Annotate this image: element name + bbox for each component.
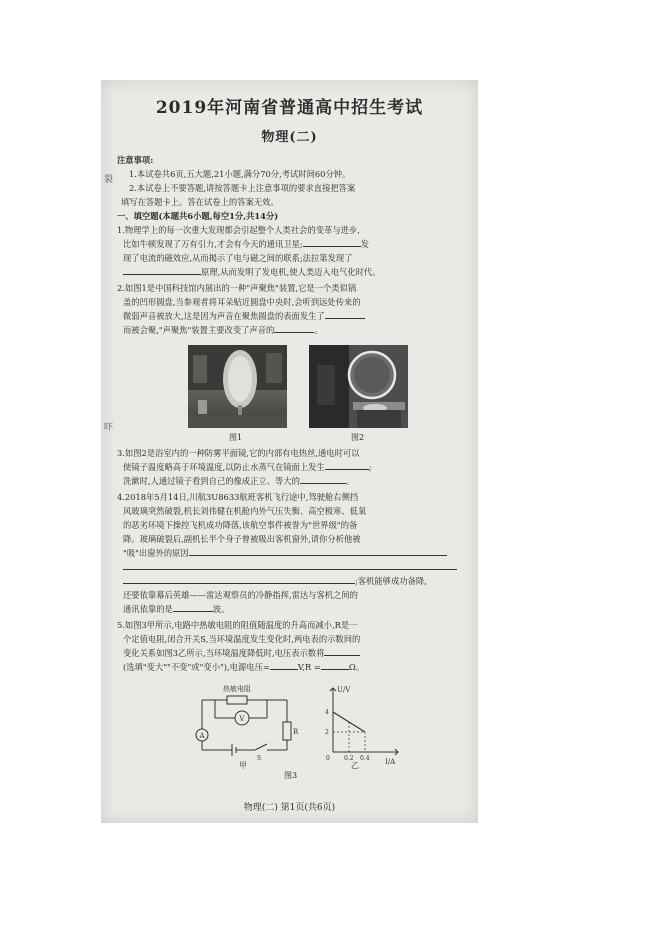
- resistor-symbol: [283, 722, 291, 740]
- figure-1-photo: [188, 345, 287, 428]
- q5-line-4: [123, 660, 364, 674]
- q3-line-3-end: 。: [345, 476, 355, 486]
- x-tick-label: 0.2: [344, 755, 354, 762]
- q3-line-3-text: 洗漱时,人通过镜子看到自己的像成正立、等大的: [123, 476, 300, 486]
- y-axis-label: U/V: [337, 686, 351, 694]
- q1-line-2-text: 比如牛顿发现了万有引力,才会有今天的通讯卫星;: [123, 239, 303, 249]
- figure-2-photo: [309, 345, 408, 428]
- q4-line-5-text: "吸"出窗外的原因: [123, 548, 189, 558]
- q4-line-3: 的恶劣环境下操控飞机成功降落,该航空事件被誉为"世界级"的备: [123, 520, 358, 530]
- q5-line-4-unit-ohm: Ω。: [348, 662, 365, 672]
- q5-line-3-text: 变化关系如图3乙所示,当环境温度降低时,电压表示数将: [123, 648, 325, 658]
- circuit-caption: 甲: [239, 761, 247, 770]
- q3-line-1: 3.如图2是浴室内的一种防雾平面镜,它的内部有电热丝,通电时可以: [117, 448, 360, 458]
- y-tick-label: 4: [325, 709, 329, 716]
- circuit-diagram: [187, 680, 297, 770]
- q4-line-9: [123, 602, 229, 616]
- q5-line-2: 个定值电阻,闭合开关S,当环境温度发生变化时,两电表的示数间的: [123, 634, 361, 644]
- q4-blank-4[interactable]: [173, 602, 213, 612]
- exam-title: 2019年河南省普通高中招生考试: [155, 98, 424, 118]
- exam-page: [101, 80, 478, 823]
- page-edge-marks: 裂 吓: [104, 175, 114, 433]
- q4-line-2: 风玻璃突然破裂,机长刘伟健在机舱内外气压失衡、高空极寒、低氧: [123, 506, 367, 516]
- figure-3-caption: 图3: [284, 771, 298, 780]
- q2-line-1: 2.如图1是中国科技馆内展出的一种"声聚焦"装置,它是一个类似锅: [117, 283, 357, 293]
- q4-blank-3[interactable]: [123, 574, 355, 584]
- u-i-graph: [313, 682, 403, 770]
- exam-subtitle: 物理(二): [261, 130, 318, 145]
- notice-line-1: 1.本试卷共6页,五大题,21小题,满分70分,考试时间60分钟。: [129, 169, 351, 179]
- q4-line-8: 还要依靠幕后英雄——雷达观察员的冷静指挥,雷达与客机之间的: [123, 590, 358, 600]
- q5-blank-2[interactable]: [270, 660, 298, 670]
- figure-2-caption: 图2: [351, 433, 365, 442]
- q2-line-4: [123, 323, 323, 337]
- q4-blank-1[interactable]: [189, 546, 447, 556]
- q1-line-3: 现了电流的磁效应,从而揭示了电与磁之间的联系;法拉第发现了: [123, 253, 353, 263]
- q5-blank-3[interactable]: [321, 660, 349, 670]
- q1-blank-2[interactable]: [123, 265, 201, 275]
- q2-blank-1[interactable]: [325, 309, 365, 319]
- q4-line-5: [123, 546, 447, 560]
- q3-blank-1[interactable]: [325, 460, 369, 470]
- q3-line-2-end: ;: [368, 462, 372, 472]
- q5-line-4-text: (选填"变大""不变"或"变小"),电源电压=: [123, 662, 270, 672]
- q4-line-6: [123, 560, 457, 574]
- q1-line-4: [123, 265, 381, 279]
- y-tick-label: 2: [325, 729, 329, 736]
- graph-caption: 乙: [351, 761, 359, 770]
- q4-line-9-text: 通讯依靠的是: [123, 604, 173, 614]
- resistor-label: R: [293, 728, 299, 736]
- ammeter-label: A: [199, 732, 205, 740]
- page-footer: 物理(二) 第1页(共6页): [243, 803, 336, 813]
- notice-line-3: 填写在答题卡上。答在试卷上的答案无效。: [121, 197, 279, 207]
- figure-1-caption: 图1: [229, 433, 243, 442]
- q4-line-7: [123, 574, 427, 588]
- q3-line-2-text: 使镜子温度略高于环境温度,以防止水蒸气在镜面上发生: [123, 462, 325, 472]
- q4-line-7-text: ;客机能够成功备降,: [355, 576, 427, 586]
- q2-line-3-text: 微弱声音被放大,这是因为声音在聚焦圆盘的表面发生了: [123, 311, 325, 321]
- q5-line-4-unit-v: V,R =: [297, 662, 321, 672]
- notice-heading: 注意事项:: [117, 155, 154, 165]
- q2-line-4-text: 而被会聚,"声聚焦"装置主要改变了声音的: [123, 325, 275, 335]
- q2-line-3: [123, 309, 365, 323]
- x-axis-label: I/A: [385, 758, 396, 766]
- q2-line-2: 盖的凹形圆盘,当参观者将耳朵贴近圆盘中央时,会听到远处传来的: [123, 297, 361, 307]
- q1-line-1: 1.物理学上的每一次重大发现都会引起整个人类社会的变革与进步,: [117, 225, 360, 235]
- q5-line-1: 5.如图3甲所示,电路中热敏电阻的阻值随温度的升高而减小,R是一: [117, 620, 358, 630]
- q4-line-1: 4.2018年5月14日,川航3U8633航班客机飞行途中,驾驶舱右侧挡: [117, 492, 359, 502]
- q5-blank-1[interactable]: [324, 646, 360, 656]
- x-tick-label: 0: [326, 755, 330, 762]
- q1-line-2: [123, 237, 369, 251]
- q4-line-9-end: 波。: [212, 604, 230, 614]
- q5-line-3: [123, 646, 360, 660]
- q4-line-4: 降。玻璃破裂后,副机长半个身子曾被吸出客机窗外,请你分析他被: [123, 534, 361, 544]
- q3-line-2: [123, 460, 372, 474]
- thermistor-symbol: [227, 696, 247, 704]
- thermistor-label: 热敏电阻: [223, 685, 251, 693]
- x-tick-label: 0.4: [360, 755, 370, 762]
- voltmeter-label: V: [239, 715, 245, 723]
- section-heading: 一、填空题(本题共6小题,每空1分,共14分): [117, 211, 279, 221]
- q4-blank-2[interactable]: [123, 560, 457, 570]
- q1-line-4-text: 原理,从而发明了发电机,使人类迈入电气化时代。: [201, 267, 381, 277]
- q3-line-3: [123, 474, 354, 488]
- notice-line-2: 2.本试卷上不要答题,请按答题卡上注意事项的要求直接把答案: [129, 183, 356, 193]
- q1-line-2-end: 发: [360, 239, 369, 249]
- q3-blank-2[interactable]: [300, 474, 346, 484]
- q1-blank-1[interactable]: [303, 237, 361, 247]
- switch-label: S: [257, 755, 262, 762]
- switch-symbol: [255, 744, 267, 750]
- q2-blank-2[interactable]: [274, 323, 314, 333]
- q2-line-4-end: 。: [314, 325, 323, 335]
